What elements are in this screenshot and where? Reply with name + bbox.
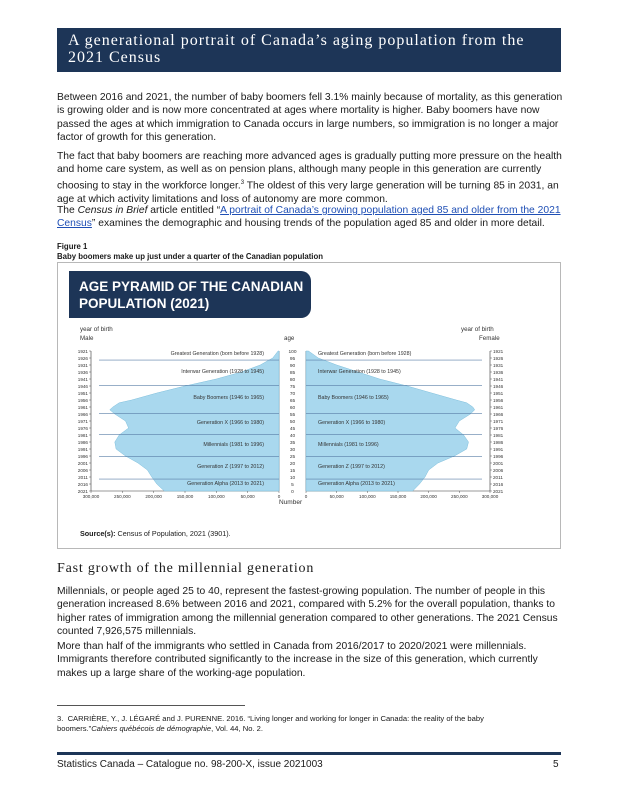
male-x-tick-label: 300,000 [82,494,100,499]
male-generation-label: Generation Alpha (2013 to 2021) [187,481,264,488]
female-x-tick-label: 0 [304,494,308,499]
male-year-tick-label: 1936 [77,369,88,375]
female-year-tick-label: 1926 [493,355,504,361]
p3-text-b: article entitled “ [147,205,221,216]
male-x-tick-label: 100,000 [208,494,225,499]
paragraph-millennials-growth: Millennials, or people aged 25 to 40, represent the fastest-growing population. The number of people in this generation increased 8.6% between 2016 and 2021, compared with 5.2% for the overall population, thanks to higher rates of immigration among the millennial generation compared to other generations. The 2021 Census counted 7,926,575 millennials. [57,586,558,638]
female-year-tick-label: 1996 [493,453,504,459]
paragraph-census-in-brief [57,204,567,231]
female-year-tick-label: 1991 [493,446,504,452]
footer-rule [57,752,561,755]
footnote-number: 3. [57,714,64,723]
male-year-tick-label: 2011 [78,474,88,480]
female-x-tick-label: 50,000 [329,494,344,499]
page-number: 5 [553,759,559,770]
male-year-tick-label: 1941 [77,376,88,382]
female-label: Female [479,335,500,342]
female-generation-label: Greatest Generation (born before 1928) [318,351,412,358]
female-year-tick-label: 1951 [493,390,504,396]
male-year-tick-label: 2001 [77,460,88,466]
footnote-rule [57,705,245,706]
age-tick-label: 15 [289,468,296,474]
p3-text-a: The [57,205,78,216]
male-generation-label: Generation X (1966 to 1980) [196,419,264,426]
female-generation-label: Generation Z (1997 to 2012) [318,463,385,470]
male-year-tick-label: 2006 [77,467,88,473]
footnote-text-b: , Vol. 44, No. 2. [211,724,264,733]
page-title: A generational portrait of Canada’s aging population from the 2021 Census [68,32,525,66]
female-year-tick-label: 2021 [493,488,504,494]
female-x-tick-label: 100,000 [359,494,376,499]
section-title-millennials: Fast growth of the millennial generation [57,561,315,576]
age-tick-label: 45 [289,426,296,432]
male-x-tick-label: 200,000 [145,494,162,499]
male-x-tick-label: 0 [277,494,281,499]
age-tick-label: 35 [289,440,296,446]
age-tick-label: 60 [289,405,296,411]
census-in-brief-italic: Census in Brief [77,205,148,216]
female-x-tick-label: 200,000 [420,494,437,499]
male-year-tick-label: 1921 [77,348,88,354]
female-x-tick-label: 250,000 [451,494,468,499]
source-text: Census of Population, 2021 (3901). [115,529,231,538]
male-generation-label: Generation Z (1997 to 2012) [197,463,264,470]
age-header: age [284,335,295,342]
male-year-tick-label: 1931 [77,362,88,368]
male-year-tick-label: 1976 [77,425,88,431]
male-label: Male [80,335,94,342]
age-tick-label: 85 [289,370,296,376]
figure-label [57,242,323,261]
female-x-tick-label: 300,000 [481,494,499,499]
female-year-tick-label: 1986 [493,439,504,445]
female-year-tick-label: 1971 [493,418,504,424]
age-tick-label: 50 [289,419,296,425]
female-generation-label: Millennials (1981 to 1996) [318,441,379,448]
male-year-tick-label: 1956 [77,397,88,403]
source-label: Source(s): [80,529,116,538]
male-year-tick-label: 1926 [77,355,88,361]
pyramid-chart [58,343,560,543]
male-year-tick-label: 1961 [77,404,88,410]
female-year-tick-label: 1946 [493,383,504,389]
x-axis-label: Number [279,499,303,506]
female-generation-label: Interwar Generation (1928 to 1945) [318,368,401,375]
age-tick-label: 0 [291,489,294,495]
male-generation-label: Millennials (1981 to 1996) [203,441,264,448]
female-year-tick-label: 1931 [493,362,504,368]
male-generation-label: Baby Boomers (1946 to 1965) [193,395,264,402]
female-generation-label: Baby Boomers (1946 to 1965) [318,395,389,402]
female-year-tick-label: 2001 [493,460,504,466]
age-tick-label: 90 [289,363,296,369]
male-year-tick-label: 2021 [77,488,88,494]
female-x-tick-label: 150,000 [389,494,407,499]
female-year-tick-label: 1966 [493,411,504,417]
male-year-tick-label: 1951 [77,390,88,396]
female-year-tick-label: 2011 [493,474,503,480]
female-year-tick-label: 1921 [493,348,504,354]
female-year-tick-label: 1956 [493,397,504,403]
figure-number: Figure 1 [57,242,88,251]
male-generation-label: Interwar Generation (1928 to 1945) [181,368,264,375]
age-tick-label: 65 [289,398,296,404]
age-tick-label: 75 [289,384,296,390]
portrait-85-link[interactable]: A portrait of Canada’s growing population aged 85 and older from the 2021 Census [57,205,561,230]
male-year-tick-label: 1981 [77,432,88,438]
female-generation-label: Generation X (1966 to 1980) [318,419,386,426]
male-x-tick-label: 250,000 [114,494,131,499]
age-tick-label: 30 [289,447,296,453]
age-tick-label: 70 [289,391,296,397]
footnote-text-a: CARRIÈRE, Y., J. LÉGARÉ and J. PURENNE. 2016. “Living longer and working for longer in Canada: the reality of the baby boomers.” [57,714,484,733]
paragraph-baby-boomers-decline: Between 2016 and 2021, the number of baby boomers fell 3.1% mainly because of mortality, as this generation is growing older and is now more concentrated at ages where mortality is higher. Baby boomers have now passed the ages at which immigration to Canada occurs in large numbers, so immigration is no longer a major factor of growth for this generation. [57,92,563,144]
paragraph-immigrants-millennials: More than half of the immigrants who settled in Canada from 2016/2017 to 2020/2021 were millennials. Immigrants therefore contributed significantly to the increase in the size of this generation, which currently makes up a large share of the working-age population. [57,641,538,679]
female-generation-label: Generation Alpha (2013 to 2021) [318,481,395,488]
age-tick-label: 100 [288,349,297,355]
age-tick-label: 55 [289,412,296,418]
female-year-tick-label: 2016 [493,481,504,487]
male-year-tick-label: 2016 [77,481,88,487]
age-tick-label: 10 [289,475,296,481]
pyramid-title-banner [69,271,311,318]
female-year-tick-label: 1941 [493,376,504,382]
female-year-tick-label: 1981 [493,432,504,438]
header-band [57,28,561,72]
footnote-ref-3[interactable]: 3 [240,179,245,186]
female-year-tick-label: 1936 [493,369,504,375]
male-year-tick-label: 1996 [77,453,88,459]
male-generation-label: Greatest Generation (born before 1928) [170,351,264,358]
age-tick-label: 40 [289,433,296,439]
male-x-tick-label: 50,000 [240,494,255,499]
figure-source [80,529,231,538]
p3-text-c: ” examines the demographic and housing trends of the population aged 85 and older in more detail. [91,218,545,230]
male-year-tick-label: 1991 [77,446,88,452]
footnote-3 [57,714,527,734]
female-year-tick-label: 1961 [493,404,504,410]
male-year-tick-label: 1986 [77,439,88,445]
female-year-tick-label: 2006 [493,467,504,473]
female-year-tick-label: 1976 [493,425,504,431]
footer-catalogue: Statistics Canada – Catalogue no. 98-200-X, issue 2021003 [57,759,323,770]
age-tick-label: 80 [289,377,296,383]
left-year-header: year of birth [80,326,113,333]
footnote-journal: Cahiers québécois de démographie [91,724,212,733]
age-tick-label: 25 [289,454,296,460]
figure-age-pyramid [57,262,561,549]
paragraph-pressure-text-a: The fact that baby boomers are reaching more advanced ages is gradually putting more pressure on the health and home care system, as well as on pension plans, although many people in this generation are currently choosing to stay in the workforce longer. [57,151,562,192]
paragraph-pressure-health [57,150,567,206]
age-tick-label: 20 [289,461,296,467]
male-x-tick-label: 150,000 [176,494,194,499]
paragraph-pressure-text-b: The oldest of this very large generation will be turning 85 in 2031, an age at which activity limitations and loss of autonomy are more common. [57,180,559,205]
figure-caption: Baby boomers make up just under a quarter of the Canadian population [57,251,323,261]
male-year-tick-label: 1946 [77,383,88,389]
age-tick-label: 95 [289,356,296,362]
right-year-header: year of birth [461,326,494,333]
age-tick-label: 5 [291,482,294,488]
male-year-tick-label: 1966 [77,411,88,417]
male-year-tick-label: 1971 [77,418,88,424]
pyramid-title: AGE PYRAMID OF THE CANADIAN POPULATION (2021) [79,279,304,311]
